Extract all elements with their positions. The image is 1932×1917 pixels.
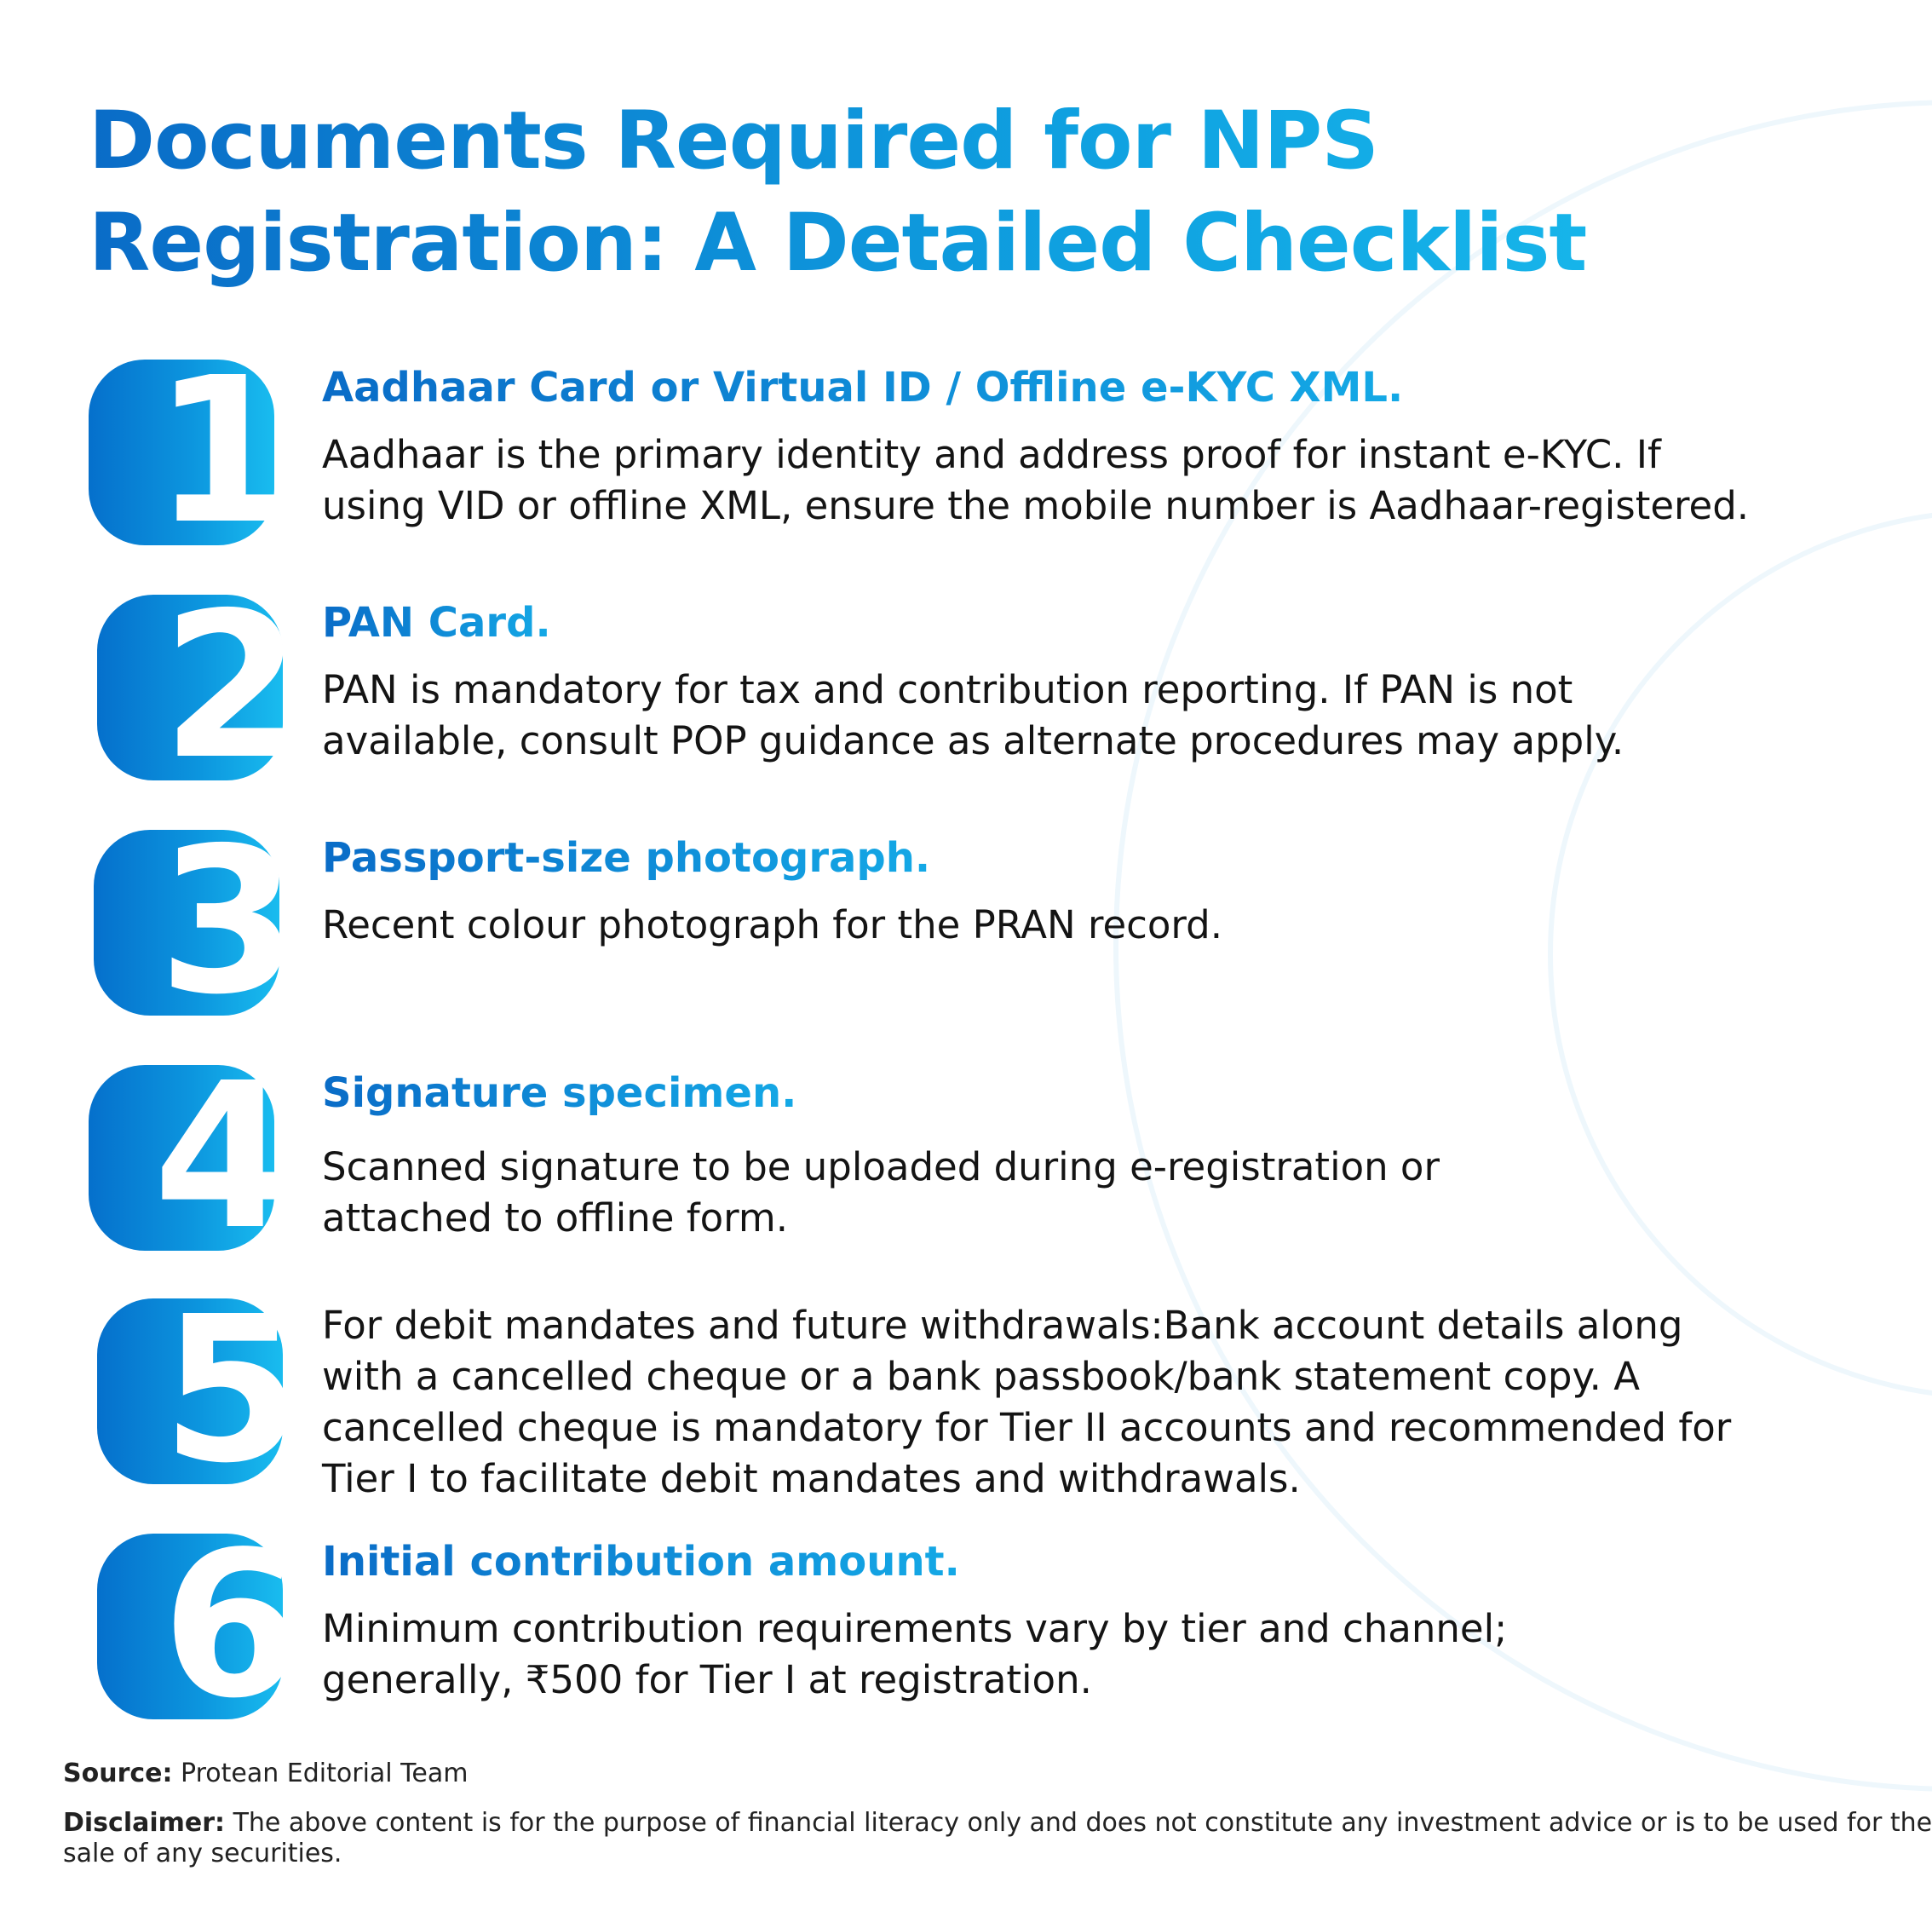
number-badge-6 xyxy=(97,1508,302,1742)
badge-digit: 5 xyxy=(161,1273,302,1507)
description-line: generally, ₹500 for Tier I at registration. xyxy=(322,1657,1092,1702)
item-description xyxy=(322,429,1855,532)
disclaimer-note xyxy=(63,1808,1932,1869)
description-line: available, consult POP guidance as alternate procedures may apply. xyxy=(322,718,1624,763)
description-line: Recent colour photograph for the PRAN record. xyxy=(322,902,1222,947)
description-line: Aadhaar is the primary identity and address proof for instant e-KYC. If xyxy=(322,432,1661,477)
disclaimer-label: Disclaimer: xyxy=(63,1808,226,1838)
item-description xyxy=(322,665,1855,767)
title-line-2: Registration: A Detailed Checklist xyxy=(89,197,1587,290)
source-text: Protean Editorial Team xyxy=(172,1759,469,1788)
source-note xyxy=(63,1759,468,1789)
description-line: For debit mandates and future withdrawals:Bank account details along xyxy=(322,1303,1683,1348)
item-heading: Passport-size photograph. xyxy=(322,832,930,884)
number-badge-1 xyxy=(89,334,293,568)
badge-digit: 4 xyxy=(152,1039,293,1274)
disclaimer-text-line-2: sale of any securities. xyxy=(63,1839,342,1868)
badge-digit: 3 xyxy=(158,804,298,1039)
item-heading: Signature specimen. xyxy=(322,1067,796,1120)
description-line: with a cancelled cheque or a bank passbook/bank statement copy. A xyxy=(322,1354,1641,1399)
disclaimer-text-line-1: The above content is for the purpose of financial literacy only and does not constitute any investment advice or is to be used for the xyxy=(225,1808,1932,1838)
number-badge-3 xyxy=(94,804,298,1039)
item-heading: Aadhaar Card or Virtual ID / Offline e-KYC XML. xyxy=(322,361,1403,414)
number-badge-4 xyxy=(89,1039,293,1274)
source-label: Source: xyxy=(63,1759,173,1788)
description-line: PAN is mandatory for tax and contribution reporting. If PAN is not xyxy=(322,667,1573,712)
item-description xyxy=(322,900,1855,951)
description-line: attached to offline form. xyxy=(322,1195,789,1241)
number-badge-5 xyxy=(97,1273,302,1507)
page-title xyxy=(89,90,1707,295)
item-description xyxy=(322,1300,1855,1505)
item-heading: Initial contribution amount. xyxy=(322,1535,960,1588)
item-description xyxy=(322,1603,1855,1706)
description-line: using VID or offline XML, ensure the mobile number is Aadhaar-registered. xyxy=(322,483,1750,528)
description-line: Minimum contribution requirements vary by tier and channel; xyxy=(322,1606,1508,1651)
item-heading: PAN Card. xyxy=(322,596,551,649)
item-description xyxy=(322,1142,1855,1244)
description-line: Tier I to facilitate debit mandates and withdrawals. xyxy=(322,1456,1301,1501)
badge-digit: 2 xyxy=(161,569,302,803)
badge-digit: 6 xyxy=(161,1508,302,1742)
description-line: Scanned signature to be uploaded during e-registration or xyxy=(322,1144,1440,1189)
number-badge-2 xyxy=(97,569,302,803)
description-line: cancelled cheque is mandatory for Tier II accounts and recommended for xyxy=(322,1405,1732,1450)
badge-digit: 1 xyxy=(152,334,293,568)
title-line-1: Documents Required for NPS xyxy=(89,95,1378,187)
